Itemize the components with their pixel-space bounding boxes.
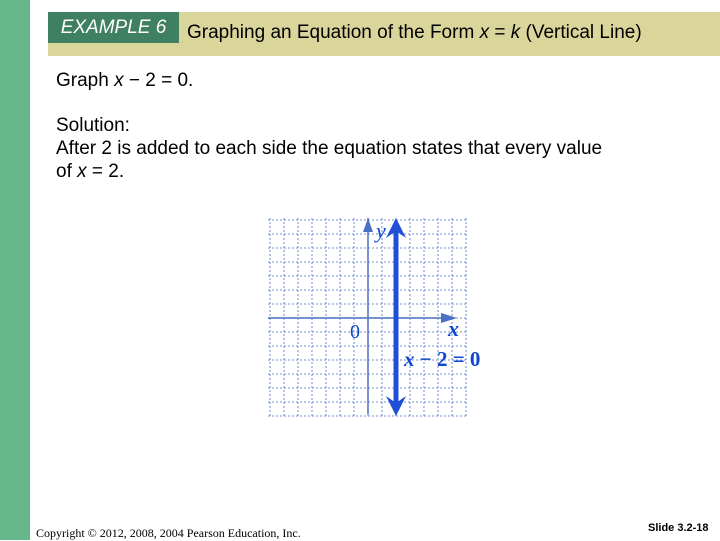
y-axis-label: y [376, 218, 386, 243]
side-accent-bar [0, 0, 30, 540]
solution-line-1: After 2 is added to each side the equation states that every value [56, 138, 603, 159]
solution-line-2 [56, 160, 696, 183]
title-suffix: (Vertical Line) [520, 22, 642, 43]
x-axis-label: x [448, 316, 459, 341]
title-var-x: x [479, 22, 490, 43]
solution-block [56, 114, 696, 183]
title-prefix: Graphing an Equation of the Form [187, 22, 480, 43]
origin-label: 0 [350, 321, 360, 343]
example-badge: EXAMPLE 6 [48, 12, 179, 43]
title-equals: = [489, 22, 511, 43]
solution-heading: Solution: [56, 115, 130, 136]
copyright-footer: Copyright © 2012, 2008, 2004 Pearson Education, Inc. [36, 526, 301, 540]
equation-label [403, 347, 480, 371]
solution-line2-prefix: of [56, 161, 78, 182]
title-var-k: k [510, 22, 521, 43]
slide-number: Slide 3.2-18 [648, 522, 709, 534]
solution-line2-var: x [77, 161, 87, 182]
coordinate-graph [260, 214, 510, 424]
problem-statement [56, 70, 193, 92]
problem-prefix: Graph [56, 70, 115, 91]
slide-title [187, 22, 642, 44]
problem-rest: − 2 = 0. [123, 70, 194, 91]
solution-line2-rest: = 2. [86, 161, 125, 182]
equation-rest: − 2 = 0 [414, 347, 481, 371]
problem-var: x [114, 70, 124, 91]
equation-var: x [404, 347, 415, 371]
